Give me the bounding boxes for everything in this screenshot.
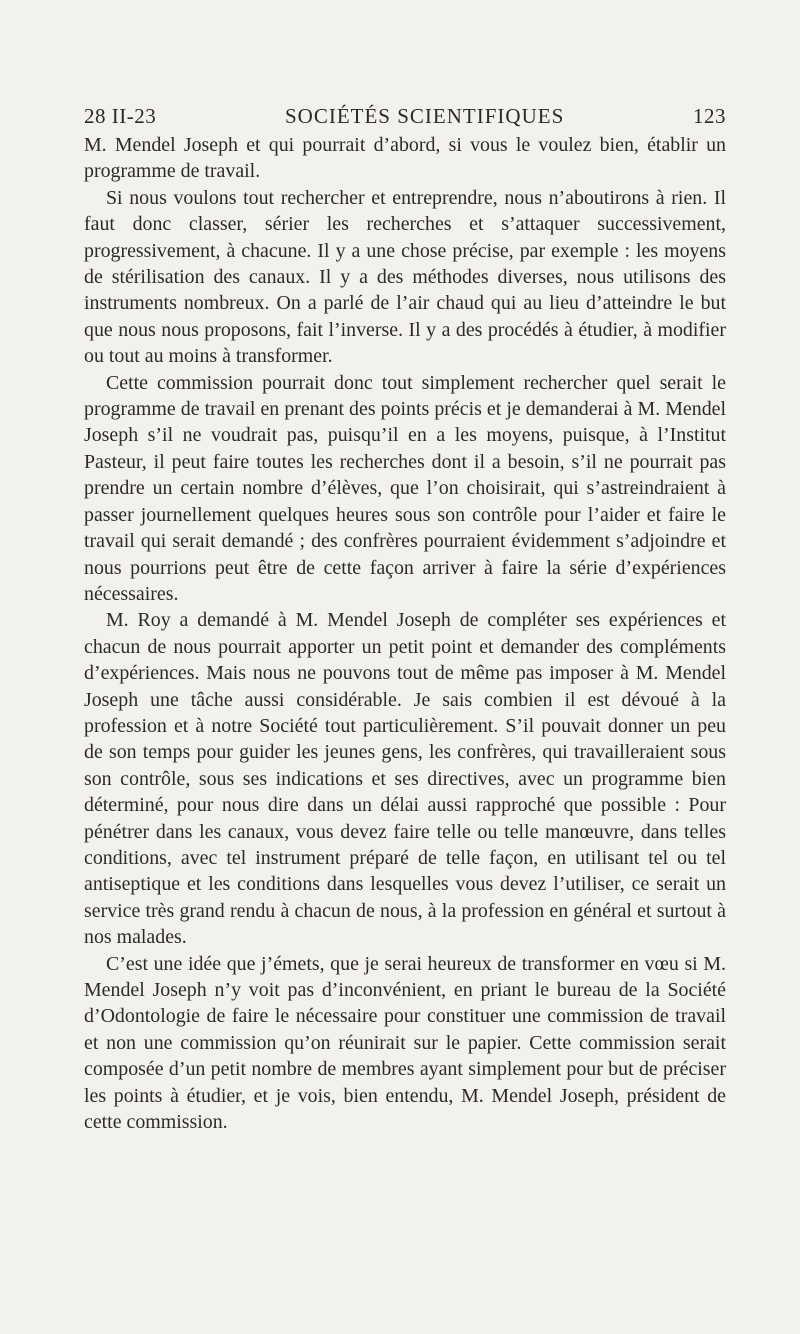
paragraph: M. Mendel Joseph et qui pourrait d’abord, si vous le voulez bien, établir un programme de travail. [84, 134, 726, 183]
paragraph: C’est une idée que j’émets, que je serai heureux de transformer en vœu si M. Mendel Joseph n’y voit pas d’inconvénient, en priant le bureau de la Société d’Odontologie de faire le nécessaire pour constituer une commission de travail et non une commission qu’on réunirait sur le papier. Cette commission serait composée d’un petit nombre de membres ayant simplement pour but de préciser les points à étudier, et je vois, bien entendu, M. Mendel Joseph, président de cette commission. [84, 952, 726, 1134]
paragraph: Cette commission pourrait donc tout simplement rechercher quel serait le programme de travail en prenant des points précis et je demanderai à M. Mendel Joseph s’il ne voudrait pas, puisqu’il en a les moyens, puisque, à l’Institut Pasteur, il peut faire toutes les recherches dont il a besoin, s’il ne pourrait pas prendre un certain nombre d’élèves, que l’on choisirait, qui s’astreindraient à passer journellement quelques heures sous son contrôle pour l’aider et faire le travail qui serait demandé ; des confrères pourraient évidemment s’adjoindre et nous pourrions peut être de cette façon arriver à faire la série d’expériences nécessaires. [84, 371, 726, 605]
header-title: SOCIÉTÉS SCIENTIFIQUES [284, 104, 565, 128]
header-reference: 28 II-23 [84, 104, 157, 128]
paragraph: M. Roy a demandé à M. Mendel Joseph de compléter ses expériences et chacun de nous pourrait apporter un petit point et demander des compléments d’expériences. Mais nous ne pouvons tout de même pas imposer à M. Mendel Joseph une tâche aussi considérable. Je sais combien il est dévoué à la profession et à notre Société tout particulièrement. S’il pouvait donner un peu de son temps pour guider les jeunes gens, les confrères, qui travailleraient sous son contrôle, sous ses indications et ses directives, avec un programme bien déterminé, pour nous dire dans un délai aussi rapproché que possible : Pour pénétrer dans les canaux, vous devez faire telle ou telle manœuvre, dans telles conditions, avec tel instrument préparé de telle façon, en utilisant tel ou tel antiseptique et les conditions dans lesquelles vous devez l’utiliser, ce serait un service très grand rendu à chacun de nous, à la profession en général et surtout à nos malades. [84, 609, 726, 949]
running-header [84, 104, 726, 129]
body-text [84, 132, 726, 1135]
paragraph: Si nous voulons tout rechercher et entreprendre, nous n’aboutirons à rien. Il faut donc classer, sérier les recherches et s’attaquer successivement, progressivement, à chacune. Il y a une chose précise, par exemple : les moyens de stérilisation des canaux. Il y a des méthodes diverses, nous utilisons des instruments nombreux. On a parlé de l’air chaud qui au lieu d’atteindre le but que nous nous proposons, fait l’inverse. Il y a des procédés à étudier, à modifier ou tout au moins à transformer. [84, 186, 726, 368]
page [84, 104, 726, 1135]
page-number: 123 [693, 104, 726, 128]
